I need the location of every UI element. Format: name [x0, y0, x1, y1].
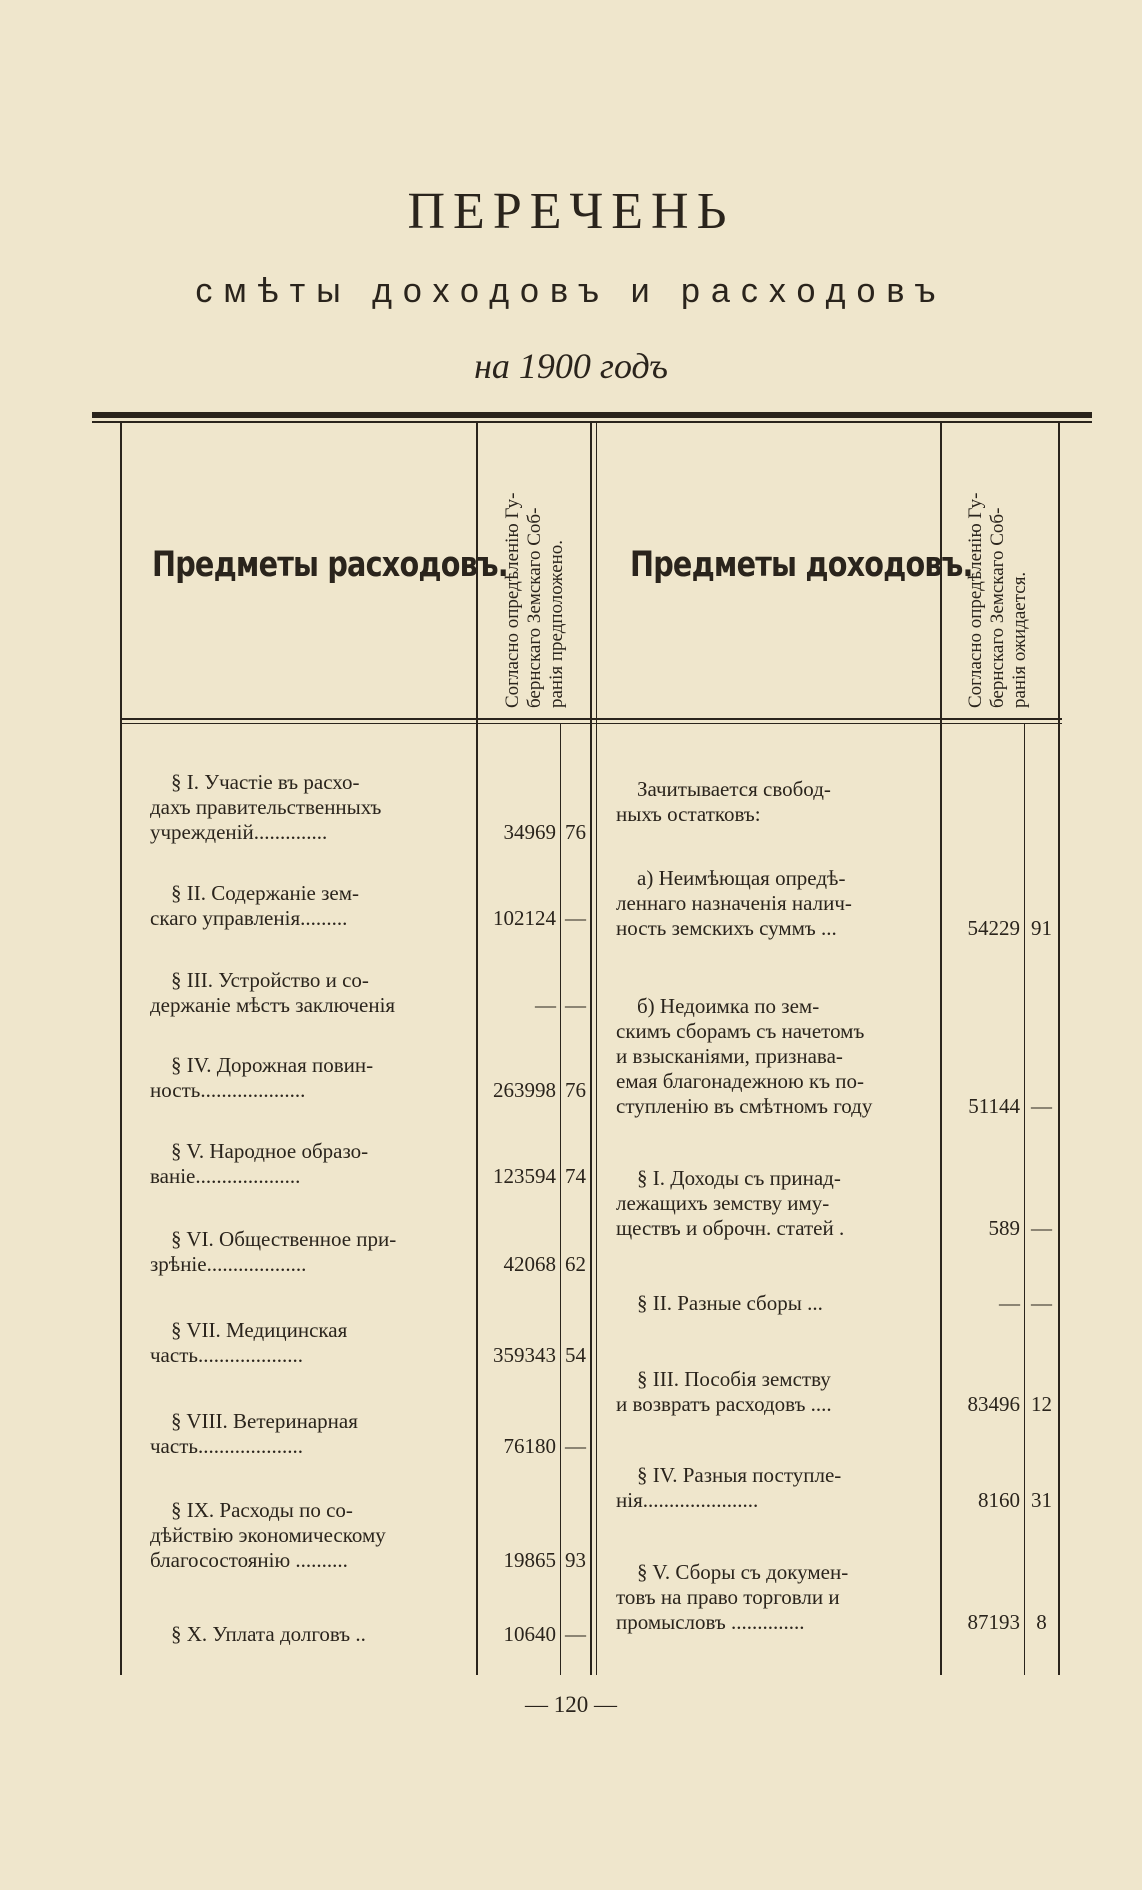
income-kop-8: 8	[1036, 1610, 1047, 1634]
expense-kop-8: —	[565, 1434, 586, 1458]
top-rule-thick	[92, 412, 1092, 418]
income-kop-4: —	[1031, 1216, 1052, 1240]
expense-desc-9: § IX. Расходы по со- дѣйствію экономическому благосостоянію ..........	[150, 1498, 386, 1572]
expense-rub-5: 123594	[493, 1164, 556, 1188]
income-desc-6: § III. Пособія земству и возвратъ расходовъ ....	[616, 1367, 832, 1416]
expense-kop-7: 54	[565, 1343, 586, 1367]
page-title: ПЕРЕЧЕНЬ	[407, 183, 735, 240]
income-desc-2: а) Неимѣющая опредѣ- леннаго назначенія налич- ность земскихъ суммъ ...	[616, 866, 852, 940]
page-number: — 120 —	[525, 1692, 617, 1717]
income-kop-5: —	[1031, 1291, 1052, 1315]
table-col-line-1	[476, 423, 478, 1675]
expense-rub-8: 76180	[503, 1434, 556, 1458]
income-rub-8: 87193	[967, 1610, 1020, 1634]
income-desc-7: § IV. Разныя поступле- нія......................	[616, 1463, 842, 1512]
table-col-line-3b	[596, 423, 597, 1675]
income-desc-8: § V. Сборы съ докумен- товъ на право торговли и промысловъ ..............	[616, 1560, 849, 1634]
expense-kop-1: 76	[565, 820, 586, 844]
expenses-amount-header: Согласно опредѣленію Гу- бернскаго Земскаго Соб- ранія предположено.	[502, 492, 567, 708]
expense-desc-6: § VI. Общественное при- зрѣніе...................	[150, 1227, 397, 1276]
income-rub-6: 83496	[967, 1392, 1020, 1416]
expenses-column-header: Предметы расходовъ.	[152, 545, 508, 585]
income-rub-3: 51144	[968, 1094, 1020, 1118]
expense-desc-4: § IV. Дорожная повин- ность....................	[150, 1053, 374, 1102]
expense-kop-2: —	[565, 906, 586, 930]
income-kop-7: 31	[1031, 1488, 1052, 1512]
income-kop-2: 91	[1031, 916, 1052, 940]
table-col-line-3	[590, 423, 592, 1675]
expense-kop-4: 76	[565, 1078, 586, 1102]
page-year: на 1900 годъ	[474, 346, 668, 386]
income-desc-3: б) Недоимка по зем- скимъ сборамъ съ начетомъ и взысканіями, признава- емая благонадежною къ по- ступленію въ смѣтномъ году	[616, 994, 873, 1118]
expense-desc-2: § II. Содержаніе зем- скаго управленія.........	[150, 881, 360, 930]
income-kop-6: 12	[1031, 1392, 1052, 1416]
expense-rub-10: 10640	[503, 1622, 556, 1646]
table-left-border	[120, 423, 122, 1675]
income-desc-5: § II. Разные сборы ...	[616, 1291, 823, 1315]
expense-desc-5: § V. Народное образо- ваніе....................	[150, 1139, 369, 1188]
income-rub-7: 8160	[978, 1488, 1020, 1512]
expense-rub-6: 42068	[503, 1252, 556, 1276]
income-rub-5: —	[999, 1291, 1020, 1315]
expense-rub-9: 19865	[503, 1548, 556, 1572]
expense-desc-1: § I. Участіе въ расхо- дахъ правительственныхъ учрежденій..............	[150, 770, 382, 844]
income-rub-2: 54229	[967, 916, 1020, 940]
income-kop-3: —	[1031, 1094, 1052, 1118]
expense-rub-7: 359343	[493, 1343, 556, 1367]
expense-desc-3: § III. Устройство и со- держаніе мѣстъ заключенія	[150, 968, 396, 1017]
expense-rub-1: 34969	[503, 820, 556, 844]
table-col-line-2	[560, 724, 561, 1675]
income-column-header: Предметы доходовъ.	[630, 545, 973, 585]
expense-rub-2: 102124	[493, 906, 556, 930]
expense-desc-8: § VIII. Ветеринарная часть....................	[150, 1409, 358, 1458]
income-amount-header: Согласно опредѣленію Гу- бернскаго Земскаго Соб- ранія ожидается.	[965, 492, 1030, 708]
expense-desc-10: § X. Уплата долговъ ..	[150, 1622, 366, 1646]
table-right-border	[1058, 423, 1060, 1675]
income-rub-4: 589	[988, 1216, 1020, 1240]
income-desc-1: Зачитывается свобод- ныхъ остатковъ:	[616, 777, 831, 826]
table-col-line-5	[1024, 724, 1025, 1675]
income-desc-4: § I. Доходы съ принад- лежащихъ земству иму- ществъ и оброчн. статей .	[616, 1166, 845, 1240]
expense-kop-6: 62	[565, 1252, 586, 1276]
expense-kop-3: —	[565, 993, 586, 1017]
page-subtitle: смѣты доходовъ и расходовъ	[195, 272, 947, 310]
top-rule-thin	[92, 421, 1092, 423]
expense-kop-5: 74	[565, 1164, 586, 1188]
expense-desc-7: § VII. Медицинская часть....................	[150, 1318, 348, 1367]
expense-kop-10: —	[565, 1622, 586, 1646]
expense-rub-4: 263998	[493, 1078, 556, 1102]
expense-kop-9: 93	[565, 1548, 586, 1572]
expense-rub-3: —	[535, 993, 556, 1017]
